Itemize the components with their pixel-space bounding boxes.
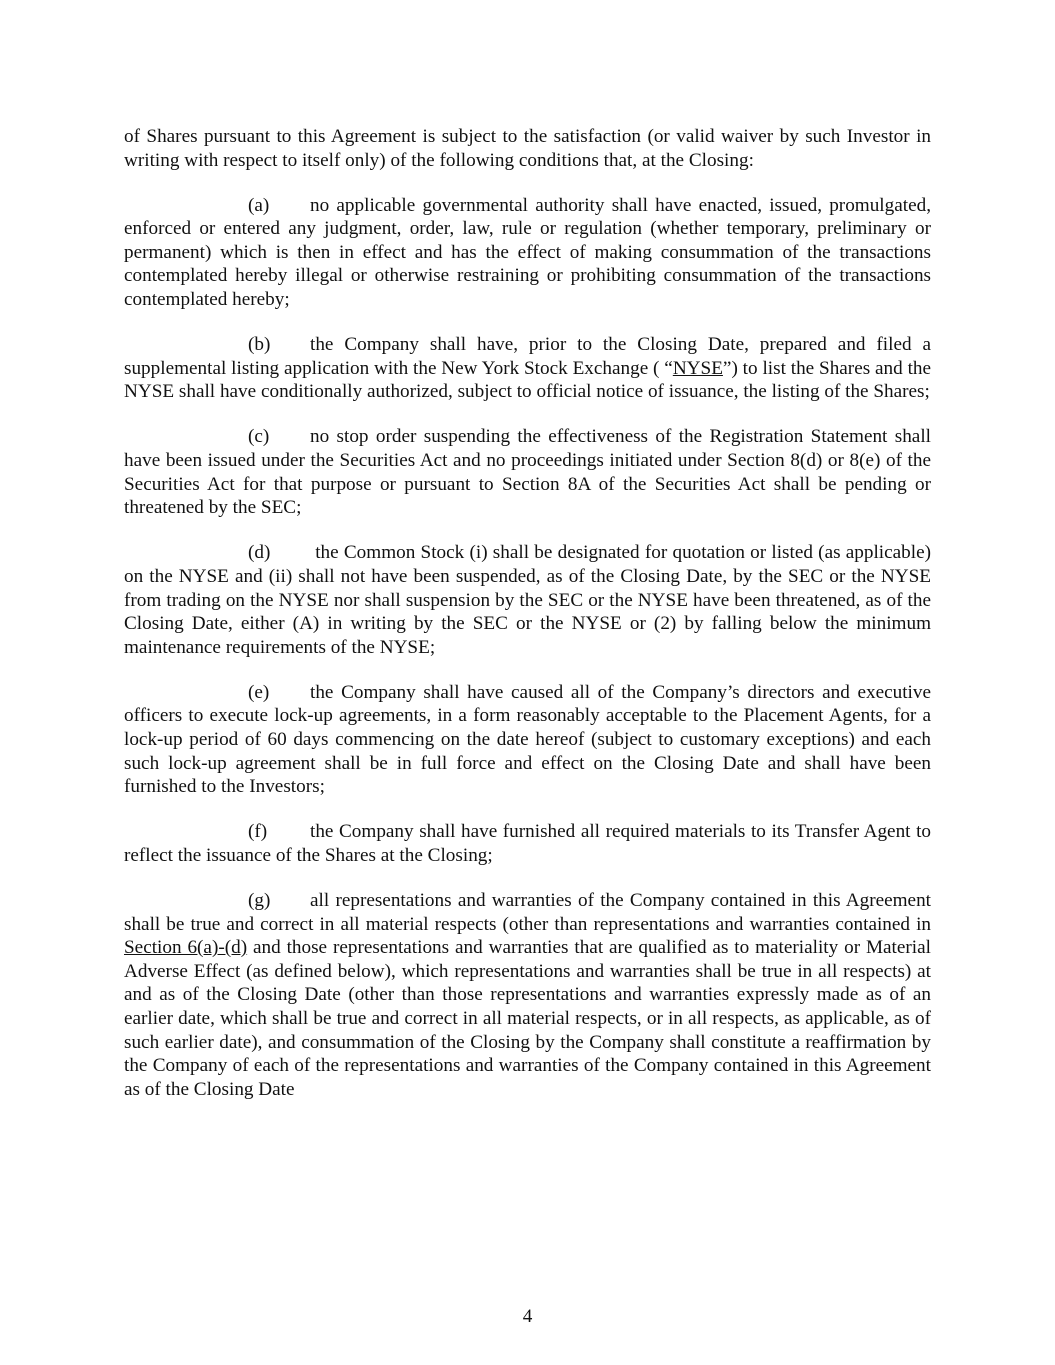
condition-c-marker: (c) (248, 426, 270, 448)
condition-b-marker: (b) (248, 334, 271, 356)
condition-g (124, 889, 931, 1101)
condition-d-text: the Common Stock (i) shall be designated for quotation or listed (as applicable) on the NYSE and (ii) shall not have been suspended, as of the Closing Date, by the SEC or the NYSE from trading on the NYSE nor shall suspension by the SEC or the NYSE have been threatened, as of the Closing Date, either (A) in writing by the SEC or the NYSE or (2) by falling below the minimum maintenance requirements of the NYSE; (124, 542, 931, 658)
condition-f-marker: (f) (248, 821, 268, 843)
condition-c-text: no stop order suspending the effectiveness of the Registration Statement shall have been issued under the Securities Act and no proceedings initiated under Section 8(d) or 8(e) of the Securities Act for that purpose or pursuant to Section 8A of the Securities Act shall be pending or threatened by the SEC; (124, 426, 931, 519)
document-body (124, 125, 931, 1123)
condition-b (124, 333, 931, 404)
condition-a-text: no applicable governmental authority shall have enacted, issued, promulgated, enforced or entered any judgment, order, law, rule or regulation (whether temporary, preliminary or permanent) which is then in effect and has the effect of making consummation of the transactions contemplated hereby illegal or otherwise restraining or prohibiting consummation of the transactions contemplated hereby; (124, 194, 931, 311)
condition-d (124, 541, 931, 659)
condition-f (124, 820, 931, 867)
condition-f-text: the Company shall have furnished all required materials to its Transfer Agent to reflect the issuance of the Shares at the Closing; (124, 821, 931, 866)
intro-paragraph: of Shares pursuant to this Agreement is subject to the satisfaction (or valid waiver by such Investor in writing with respect to itself only) of the following conditions that, at the Closing: (124, 126, 931, 171)
page-number: 4 (522, 1306, 533, 1327)
condition-e-text: the Company shall have caused all of the Company’s directors and executive officers to execute lock-up agreements, in a form reasonably acceptable to the Placement Agents, for a lock-up period of 60 days commencing on the date hereof (subject to customary exceptions) and each such lock-up agreement shall be in full force and effect on the Closing Date and shall have been furnished to the Investors; (124, 681, 931, 798)
condition-a-marker: (a) (248, 194, 270, 216)
condition-e (124, 681, 931, 799)
condition-b-text-after: ”) to list the Shares and the NYSE shall have conditionally authorized, subject to official notice of issuance, the listing of the Shares; (124, 357, 932, 403)
condition-g-marker: (g) (248, 889, 271, 911)
condition-b-text-before: the Company shall have, prior to the Closing Date, prepared and filed a supplemental listing application with the New York Stock Exchange ( “ (124, 334, 931, 379)
condition-a (124, 194, 931, 312)
condition-g-text-before: all representations and warranties of the Company contained in this Agreement shall be true and correct in all material respects (other than representations and warranties contained in (124, 889, 931, 935)
condition-g-text-after: and those representations and warranties that are qualified as to materiality or Material Adverse Effect (as defined below), which representations and warranties shall be true in all respects) at and as of the Closing Date (other than those representations and warranties expressly made as of an earlier date, which shall be true and correct in all material respects, or in all respects, as applicable, as of such earlier date), and consummation of the Closing by the Company shall constitute a reaffirmation by the Company of each of the representations and warranties of the Company contained in this Agreement as of the Closing Date (124, 937, 931, 1100)
condition-d-marker: (d) (248, 542, 271, 564)
section-reference: Section 6(a)-(d) (124, 937, 248, 959)
condition-c (124, 425, 931, 519)
defined-term-nyse: NYSE (672, 357, 723, 379)
condition-e-marker: (e) (248, 681, 270, 703)
